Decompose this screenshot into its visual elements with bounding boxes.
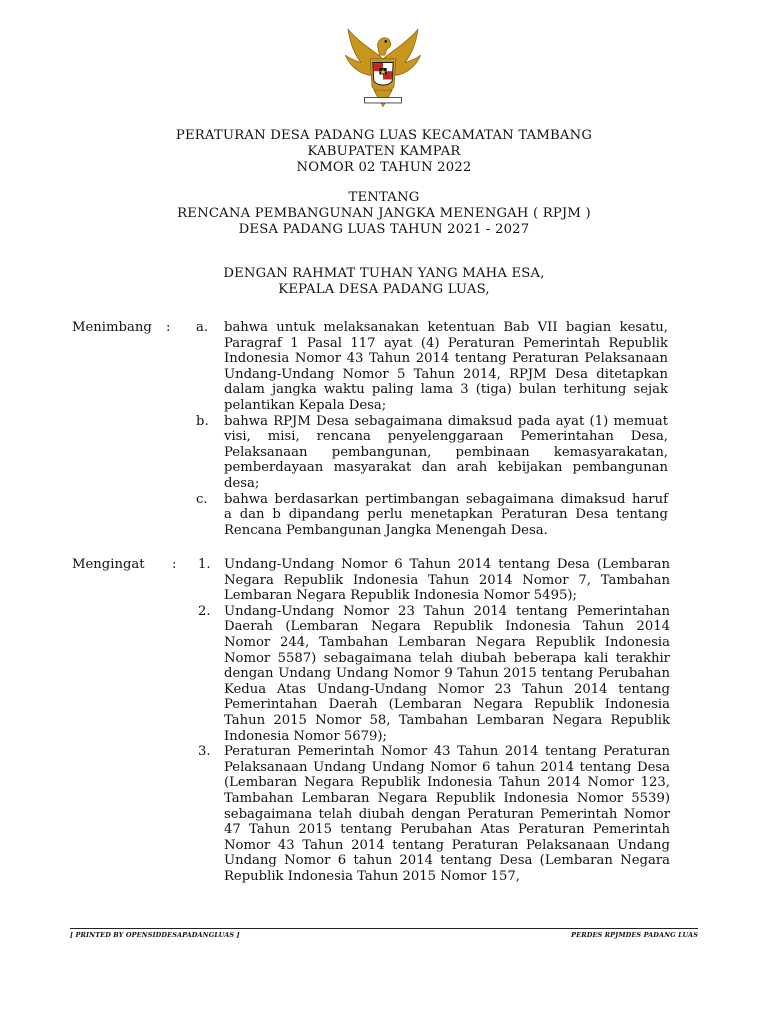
preamble-line-1: DENGAN RAHMAT TUHAN YANG MAHA ESA, [223, 266, 545, 281]
subject-line-2: RENCANA PEMBANGUNAN JANGKA MENENGAH ( RPJM ) [177, 206, 591, 221]
mengingat-colon: : [172, 557, 177, 572]
regulation-title [0, 128, 768, 176]
item-marker: 2. [198, 603, 211, 619]
list-item [196, 414, 668, 492]
item-text: bahwa untuk melaksanakan ketentuan Bab VII bagian kesatu, Paragraf 1 Pasal 117 ayat (4) Peraturan Pemerintah Republik Indonesia Nomor 43 Tahun 2014 tentang Peraturan Pelaksanaan Undang-Undang Nomor 5 Tahun 2014, RPJM Desa ditetapkan dalam jangka waktu paling lama 3 (tiga) bulan terhitung sejak pelantikan Kepala Desa; [224, 320, 668, 413]
item-marker: a. [196, 320, 209, 335]
mengingat-items [198, 557, 670, 884]
list-item [196, 320, 668, 414]
list-item [198, 604, 670, 744]
list-item [198, 557, 670, 604]
item-marker: b. [196, 413, 209, 429]
mengingat-label: Mengingat [72, 557, 145, 572]
list-item [198, 744, 670, 884]
subject-line-3: DESA PADANG LUAS TAHUN 2021 - 2027 [238, 222, 530, 237]
preamble-line-2: KEPALA DESA PADANG LUAS, [278, 282, 490, 297]
list-item [196, 492, 668, 539]
item-text: Peraturan Pemerintah Nomor 43 Tahun 2014 tentang Peraturan Pelaksanaan Undang Undang Nomor 6 tahun 2014 tentang Desa (Lembaran Negara Republik Indonesia Tahun 2014 Nomor 123, Tambahan Lembaran Negara Republik Indonesia Nomor 5539) sebagaimana telah diubah dengan Peraturan Pemerintah Nomor 47 Tahun 2015 tentang Perubahan Atas Peraturan Pemerintah Nomor 43 Tahun 2014 tentang Peraturan Pelaksanaan Undang Undang Nomor 6 tahun 2014 tentang Desa (Lembaran Negara Republik Indonesia Tahun 2015 Nomor 157, [224, 744, 670, 884]
page-footer [70, 928, 698, 942]
regulation-subject [0, 190, 768, 238]
title-line-1: PERATURAN DESA PADANG LUAS KECAMATAN TAMBANG [175, 128, 593, 143]
preamble [0, 266, 768, 298]
garuda-emblem-icon [337, 22, 429, 114]
title-line-3: NOMOR 02 TAHUN 2022 [296, 160, 472, 175]
item-text: Undang-Undang Nomor 23 Tahun 2014 tentang Pemerintahan Daerah (Lembaran Negara Republik Indonesia Tahun 2014 Nomor 244, Tambahan Lembaran Negara Republik Indonesia Nomor 5587) sebagaimana telah diubah beberapa kali terakhir dengan Undang Undang Nomor 9 Tahun 2015 tentang Perubahan Kedua Atas Undang-Undang Nomor 23 Tahun 2014 tentang Pemerintahan Daerah (Lembaran Negara Republik Indonesia Tahun 2015 Nomor 58, Tambahan Lembaran Negara Republik Indonesia Nomor 5679); [224, 603, 670, 744]
menimbang-label: Menimbang [72, 320, 152, 335]
footer-document-name: PERDES RPJMDES PADANG LUAS [571, 931, 698, 939]
footer-print-note: [ PRINTED BY OPENSIDDESAPADANGLUAS ] [70, 931, 240, 939]
item-marker: 3. [198, 744, 211, 760]
menimbang-items [196, 320, 668, 538]
item-text: bahwa RPJM Desa sebagaimana dimaksud pada ayat (1) memuat visi, misi, rencana penyelenggaraan Pemerintahan Desa, Pelaksanaan pembangunan, pembinaan kemasyarakatan, pemberdayaan masyarakat dan arah kebijakan pembangunan desa; [224, 413, 668, 491]
item-marker: 1. [198, 557, 211, 572]
item-text: bahwa berdasarkan pertimbangan sebagaimana dimaksud haruf a dan b dipandang perlu menetapkan Peraturan Desa tentang Rencana Pembangunan Jangka Menengah Desa. [224, 491, 668, 538]
footer-divider [70, 928, 698, 929]
menimbang-colon: : [166, 320, 171, 335]
item-text: Undang-Undang Nomor 6 Tahun 2014 tentang Desa (Lembaran Negara Republik Indonesia Tahun 2014 Nomor 7, Tambahan Lembaran Negara Republik Indonesia Nomor 5495); [224, 557, 670, 604]
item-marker: c. [196, 491, 208, 507]
title-line-2: KABUPATEN KAMPAR [307, 144, 461, 159]
subject-line-1: TENTANG [348, 190, 420, 205]
